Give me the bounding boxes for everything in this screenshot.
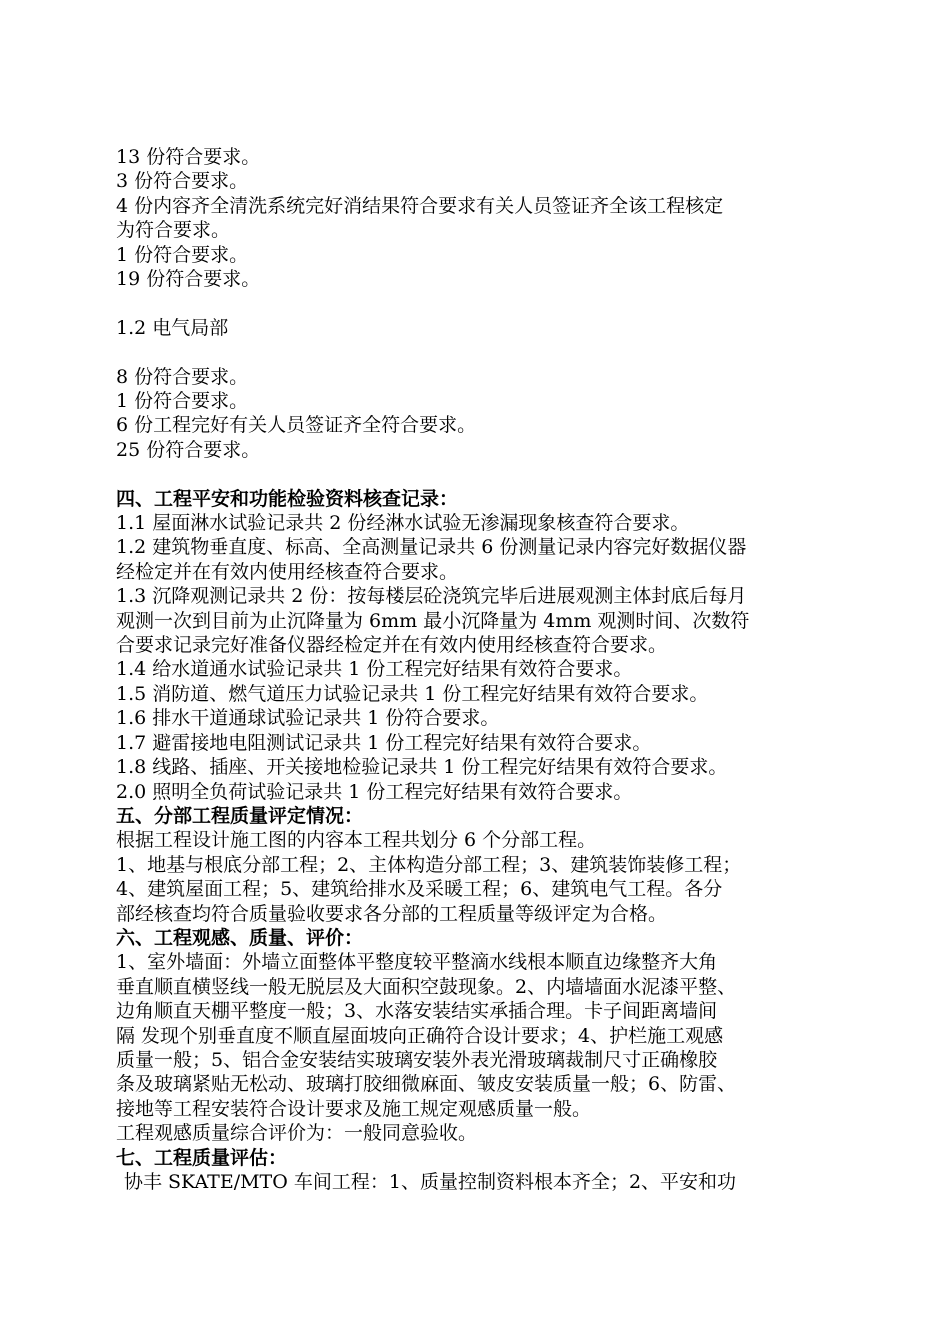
text-line: 1 份符合要求。 bbox=[116, 390, 249, 413]
text-line: 经检定并在有效内使用经核查符合要求。 bbox=[116, 560, 459, 583]
text-line: 4 份内容齐全清洗系统完好消结果符合要求有关人员签证齐全该工程核定 bbox=[116, 194, 724, 217]
text-line: 19 份符合要求。 bbox=[116, 268, 261, 291]
text-line: 1、地基与根底分部工程；2、主体构造分部工程；3、建筑装饰装修工程； bbox=[116, 853, 742, 876]
text-line: 8 份符合要求。 bbox=[116, 365, 249, 388]
text-line: 1.2 建筑物垂直度、标高、全高测量记录共 6 份测量记录内容完好数据仪器 bbox=[116, 536, 747, 559]
text-line: 1.7 避雷接地电阻测试记录共 1 份工程完好结果有效符合要求。 bbox=[116, 731, 652, 754]
text-line: 4、建筑屋面工程；5、建筑给排水及采暖工程；6、建筑电气工程。各分 bbox=[116, 878, 723, 901]
section-heading-5: 五、分部工程质量评定情况： bbox=[116, 804, 364, 827]
text-line: 工程观感质量综合评价为：一般同意验收。 bbox=[116, 1122, 478, 1145]
text-line: 隔 发现个别垂直度不顺直屋面坡向正确符合设计要求；4、护栏施工观感 bbox=[116, 1024, 724, 1047]
text-line: 协丰 SKATE/MTO 车间工程：1、质量控制资料根本齐全；2、平安和功 bbox=[124, 1171, 737, 1194]
text-line: 条及玻璃紧贴无松动、玻璃打胶细微麻面、皱皮安装质量一般；6、防雷、 bbox=[116, 1073, 737, 1096]
section-heading-4: 四、工程平安和功能检验资料核查记录： bbox=[116, 487, 459, 510]
blank-line bbox=[116, 291, 860, 315]
text-line: 1.1 屋面淋水试验记录共 2 份经淋水试验无渗漏现象核查符合要求。 bbox=[116, 512, 690, 535]
text-line: 为符合要求。 bbox=[116, 219, 231, 242]
text-line: 边角顺直天棚平整度一般；3、水落安装结实承插合理。卡子间距离墙间 bbox=[116, 1000, 718, 1023]
section-heading-6: 六、工程观感、质量、评价： bbox=[116, 926, 364, 949]
text-line: 6 份工程完好有关人员签证齐全符合要求。 bbox=[116, 414, 477, 437]
text-line: 1.8 线路、插座、开关接地检验记录共 1 份工程完好结果有效符合要求。 bbox=[116, 756, 728, 779]
text-line: 合要求记录完好准备仪器经检定并在有效内使用经核查符合要求。 bbox=[116, 634, 668, 657]
section-heading-7: 七、工程质量评估： bbox=[116, 1146, 288, 1169]
text-line: 1.3 沉降观测记录共 2 份：按每楼层砼浇筑完毕后进展观测主体封底后每月 bbox=[116, 585, 747, 608]
text-line: 部经核查均符合质量验收要求各分部的工程质量等级评定为合格。 bbox=[116, 902, 668, 925]
text-line: 根据工程设计施工图的内容本工程共划分 6 个分部工程。 bbox=[116, 829, 597, 852]
text-line: 1.6 排水干道通球试验记录共 1 份符合要求。 bbox=[116, 707, 500, 730]
text-line: 质量一般；5、铝合金安装结实玻璃安装外表光滑玻璃裁制尺寸正确橡胶 bbox=[116, 1048, 718, 1071]
text-line: 1.5 消防道、燃气道压力试验记录共 1 份工程完好结果有效符合要求。 bbox=[116, 682, 709, 705]
text-line: 2.0 照明全负荷试验记录共 1 份工程完好结果有效符合要求。 bbox=[116, 780, 633, 803]
text-line: 观测一次到目前为止沉降量为 6mm 最小沉降量为 4mm 观测时间、次数符 bbox=[116, 609, 750, 632]
text-line: 1 份符合要求。 bbox=[116, 243, 249, 266]
text-line: 垂直顺直横竖线一般无脱层及大面积空鼓现象。2、内墙墙面水泥漆平整、 bbox=[116, 975, 737, 998]
text-line: 1.4 给水道通水试验记录共 1 份工程完好结果有效符合要求。 bbox=[116, 658, 633, 681]
text-line: 13 份符合要求。 bbox=[116, 146, 261, 168]
text-line: 3 份符合要求。 bbox=[116, 170, 249, 193]
text-line: 1、室外墙面：外墙立面整体平整度较平整滴水线根本顺直边缘整齐大角 bbox=[116, 951, 718, 974]
text-line: 25 份符合要求。 bbox=[116, 438, 261, 461]
blank-line bbox=[116, 340, 860, 364]
text-line: 接地等工程安装符合设计要求及施工规定观感质量一般。 bbox=[116, 1097, 592, 1120]
section-subtitle: 1.2 电气局部 bbox=[116, 316, 229, 339]
blank-line bbox=[116, 462, 860, 486]
